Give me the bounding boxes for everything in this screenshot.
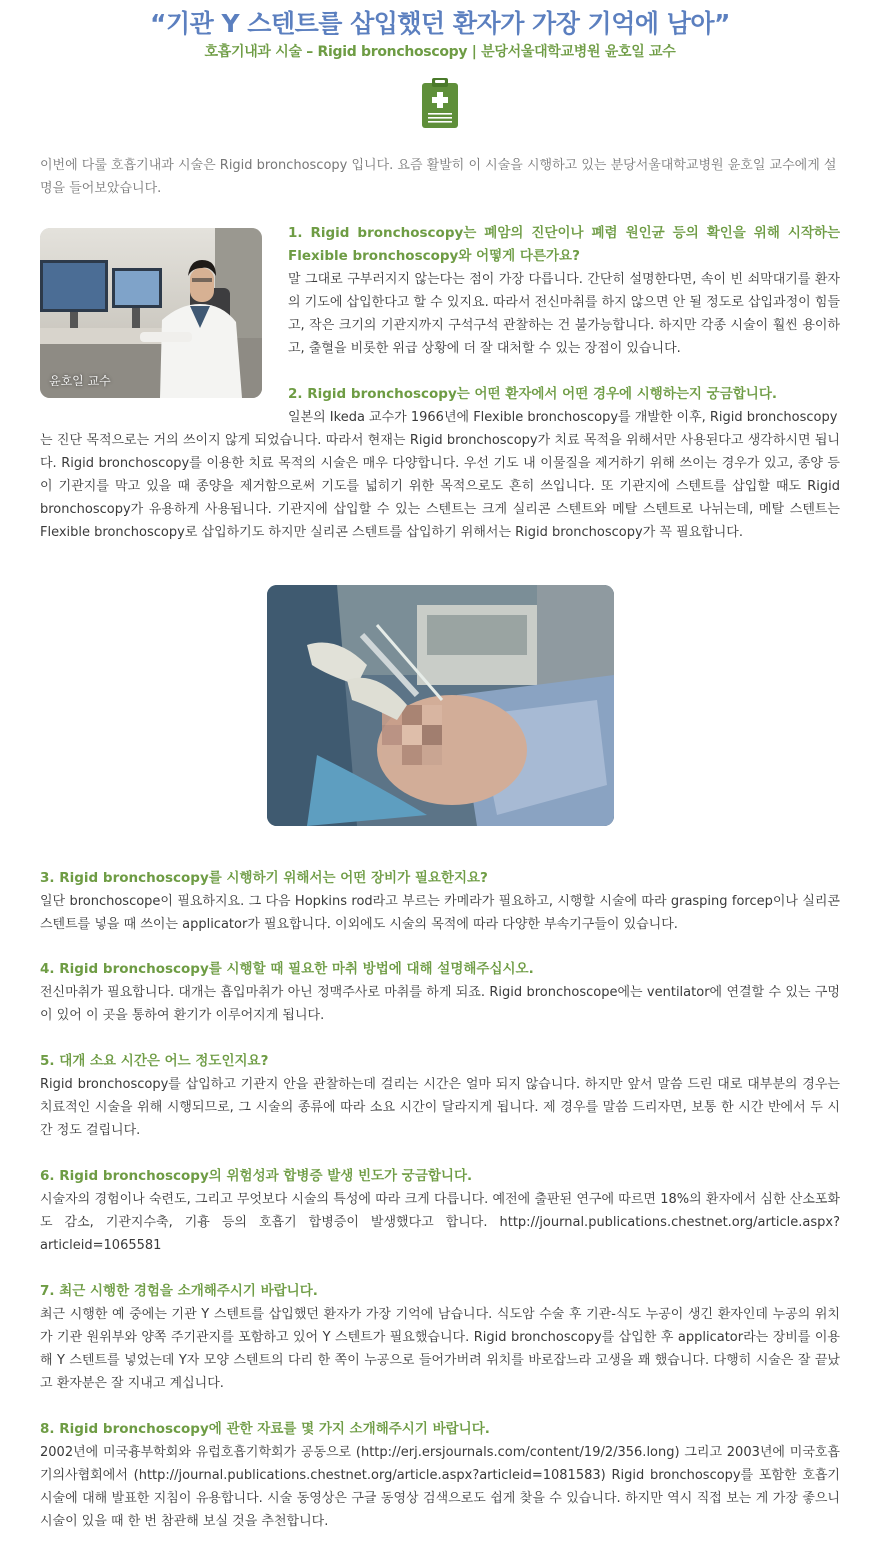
answer-2-first-line: 일본의 Ikeda 교수가 1966년에 Flexible bronchoscopy를 개발한 이후, Rigid bronchoscopy — [288, 410, 838, 425]
qa-item-2-side — [288, 383, 840, 429]
question-6: 6. Rigid bronchoscopy의 위험성과 합병증 발생 빈도가 궁금합니다. — [40, 1168, 473, 1184]
question-2: 2. Rigid bronchoscopy는 어떤 환자에서 어떤 경우에 시행하는지 궁금합니다. — [288, 386, 777, 402]
qa-item-3 — [40, 867, 840, 936]
question-8: 8. Rigid bronchoscopy에 관한 자료를 몇 가지 소개해주시기 바랍니다. — [40, 1421, 490, 1437]
question-4: 4. Rigid bronchoscopy를 시행할 때 필요한 마취 방법에 대해 설명해주십시오. — [40, 961, 534, 977]
question-7: 7. 최근 시행한 경험을 소개해주시기 바랍니다. — [40, 1283, 318, 1299]
answer-3: 일단 bronchoscope이 필요하지요. 그 다음 Hopkins rod라고 부르는 카메라가 필요하고, 시행할 시술에 따라 grasping forcep이나 실리콘 스텐트를 넣을 때 쓰이는 applicator가 필요합니다. 이외에도 시술의 목적에 따라 다양한 부속기구들이 있습니다. — [40, 894, 840, 932]
question-1: 1. Rigid bronchoscopy는 폐암의 진단이나 폐렴 원인균 등의 확인을 위해 시작하는 Flexible bronchoscopy와 어떻게 다른가요? — [288, 225, 840, 264]
question-3: 3. Rigid bronchoscopy를 시행하기 위해서는 어떤 장비가 필요한지요? — [40, 870, 488, 886]
article-title: “기관 Y 스텐트를 삽입했던 환자가 가장 기억에 남아” — [150, 9, 730, 38]
answer-1: 말 그대로 구부러지지 않는다는 점이 가장 다릅니다. 간단히 설명한다면, 속이 빈 쇠막대기를 환자의 기도에 삽입한다고 할 수 있지요. 따라서 전신마취를 하지 않으면 안 될 정도로 삽입과정이 힘들고, 작은 크기의 기관지까지 구석구석 관찰하는 건 불가능합니다. 하지만 각종 시술이 훨씬 용이하고, 출혈을 비롯한 위급 상황에 더 잘 대처할 수 있는 장점이 있습니다. — [288, 272, 840, 356]
qa-item-5 — [40, 1050, 840, 1142]
procedure-photo-illustration — [267, 585, 614, 826]
qa-item-2-body — [40, 429, 840, 544]
clipboard-medical-icon — [421, 77, 459, 129]
answer-2: 는 진단 목적으로는 거의 쓰이지 않게 되었습니다. 따라서 현재는 Rigid bronchoscopy가 치료 목적을 위해서만 사용된다고 생각하시면 됩니다. Rigid bronchoscopy를 이용한 치료 목적의 시술은 매우 다양합니다. 우선 기도 내 이물질을 제거하기 위해 쓰이는 경우가 있고, 종양 등이 기관지를 막고 있을 때 종양을 제거함으로써 기도를 넓히기 위한 목적으로도 흔히 쓰입니다. 또 기관지에 스텐트를 삽입할 때도 Rigid bronchoscopy가 유용하게 사용됩니다. 기관지에 삽입할 수 있는 스텐트는 크게 실리콘 스텐트와 메탈 스텐트로 나뉘는데, 메탈 스텐트는 Flexible bronchoscopy로 삽입하기도 하지만 실리콘 스텐트를 삽입하기 위해서는 Rigid bronchoscopy가 꼭 필요합니다. — [40, 433, 840, 540]
qa-item-6 — [40, 1165, 840, 1257]
question-5: 5. 대개 소요 시간은 어느 정도인지요? — [40, 1053, 269, 1069]
photo-caption: 윤호일 교수 — [49, 374, 111, 388]
qa-item-7 — [40, 1280, 840, 1395]
qa-item-4 — [40, 958, 840, 1027]
intro-paragraph: 이번에 다룰 호흡기내과 시술은 Rigid bronchoscopy 입니다. 요즘 활발히 이 시술을 시행하고 있는 분당서울대학교병원 윤호일 교수에게 설명을 들어보았습니다. — [40, 158, 837, 196]
answer-7: 최근 시행한 예 중에는 기관 Y 스텐트를 삽입했던 환자가 가장 기억에 남습니다. 식도암 수술 후 기관-식도 누공이 생긴 환자인데 누공의 위치가 기관 원위부와 양쪽 주기관지를 포함하고 있어 Y 스텐트가 필요했습니다. Rigid bronchoscopy를 삽입한 후 applicator라는 장비를 이용해 Y 스텐트를 넣었는데 Y자 모양 스텐트의 다리 한 쪽이 누공으로 들어가버려 위치를 바로잡느라 고생을 꽤 했습니다. 다행히 시술은 잘 끝났고 환자분은 잘 지내고 계십니다. — [40, 1307, 840, 1391]
answer-5: Rigid bronchoscopy를 삽입하고 기관지 안을 관찰하는데 걸리는 시간은 얼마 되지 않습니다. 하지만 앞서 말씀 드린 대로 대부분의 경우는 치료적인 시술을 위해 시행되므로, 그 시술의 종류에 따라 소요 시간이 달라지게 됩니다. 제 경우를 말씀 드리자면, 보통 한 시간 반에서 두 시간 정도 걸립니다. — [40, 1077, 840, 1138]
answer-4: 전신마취가 필요합니다. 대개는 흡입마취가 아닌 정맥주사로 마취를 하게 되죠. Rigid bronchoscope에는 ventilator에 연결할 수 있는 구멍이 있어 이 곳을 통하여 환기가 이루어지게 됩니다. — [40, 985, 840, 1023]
procedure-photo — [267, 585, 614, 826]
qa-item-8 — [40, 1418, 840, 1533]
answer-8: 2002년에 미국흉부학회와 유럽호흡기학회가 공동으로 (http://erj.ersjournals.com/content/19/2/356.long) 그리고 2003년에 미국호흡기의사협회에서 (http://journal.publications.chestnet.org/article.aspx?articleid=1081583) Rigid bronchoscopy를 포함한 호흡기 시술에 대해 발표한 지침이 유용합니다. 시술 동영상은 구글 동영상 검색으로도 쉽게 찾을 수 있습니다. 하지만 역시 직접 보는 게 가장 좋으니 시술이 있을 때 한 번 참관해 보실 것을 추천합니다. — [40, 1445, 840, 1529]
article-subtitle: 호흡기내과 시술 – Rigid bronchoscopy | 분당서울대학교병원 윤호일 교수 — [204, 44, 676, 60]
doctor-photo — [40, 228, 262, 398]
answer-6: 시술자의 경험이나 숙련도, 그리고 무엇보다 시술의 특성에 따라 크게 다릅니다. 예전에 출판된 연구에 따르면 18%의 환자에서 심한 산소포화도 감소, 기관지수축, 기흉 등의 호흡기 합병증이 발생했다고 합니다. http://journal.publications.chestnet.org/article.aspx?articleid=1065581 — [40, 1192, 840, 1253]
qa-item-1 — [288, 222, 840, 360]
